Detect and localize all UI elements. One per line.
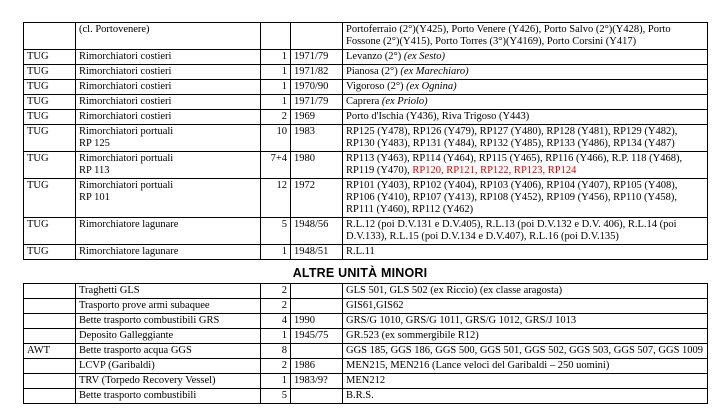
years-cell xyxy=(291,284,343,299)
quantity-cell: 12 xyxy=(261,179,291,218)
years-cell: 1948/51 xyxy=(291,245,343,260)
quantity-cell: 8 xyxy=(261,344,291,359)
table-row xyxy=(24,344,708,359)
quantity-cell: 7+4 xyxy=(261,152,291,179)
class-line: RP 101 xyxy=(79,192,110,203)
class-line: (cl. Portovenere) xyxy=(79,24,150,35)
units-cell: GLS 501, GLS 502 (ex Riccio) (ex classe aragosta) xyxy=(343,284,708,299)
table-row xyxy=(24,374,708,389)
type-cell xyxy=(24,374,76,389)
class-cell: Bette trasporto combustibili xyxy=(76,389,261,404)
class-line: RP 113 xyxy=(79,165,110,176)
units-cell xyxy=(343,245,708,260)
class-line: Rimorchiatori costieri xyxy=(79,111,172,122)
years-cell xyxy=(291,389,343,404)
quantity-cell: 4 xyxy=(261,314,291,329)
units-cell xyxy=(343,95,708,110)
quantity-cell: 1 xyxy=(261,329,291,344)
class-line: Rimorchiatori costieri xyxy=(79,66,172,77)
class-line: Rimorchiatore lagunare xyxy=(79,219,179,230)
units-text: Levanzo (2°) xyxy=(346,51,402,62)
class-cell xyxy=(76,50,261,65)
quantity-cell: 1 xyxy=(261,50,291,65)
table-row xyxy=(24,125,708,152)
units-note: (ex Marechiaro) xyxy=(400,66,469,77)
type-cell: TUG xyxy=(24,245,76,260)
units-text: RP125 (Y478), RP126 (Y479), RP127 (Y480), RP128 (Y481), RP129 (Y482), RP130 (Y483), RP131 (Y484), RP132 (Y485), RP133 (Y486), RP134 (Y487) xyxy=(346,126,678,149)
table-row xyxy=(24,359,708,374)
units-cell xyxy=(343,65,708,80)
class-cell xyxy=(76,110,261,125)
units-cell xyxy=(343,80,708,95)
class-line: Rimorchiatore lagunare xyxy=(79,246,179,257)
table-row xyxy=(24,179,708,218)
table-row xyxy=(24,314,708,329)
units-note: (ex Priolo) xyxy=(381,96,428,107)
class-cell xyxy=(76,95,261,110)
table-row xyxy=(24,80,708,95)
quantity-cell: 1 xyxy=(261,95,291,110)
years-cell: 1983/9? xyxy=(291,374,343,389)
units-highlight: RP120, RP121, RP122, RP123, RP124 xyxy=(412,165,577,176)
type-cell: TUG xyxy=(24,95,76,110)
units-cell xyxy=(343,110,708,125)
class-cell xyxy=(76,179,261,218)
type-cell: TUG xyxy=(24,125,76,152)
table-row xyxy=(24,23,708,50)
type-cell: TUG xyxy=(24,152,76,179)
class-cell xyxy=(76,245,261,260)
class-cell: Traghetti GLS xyxy=(76,284,261,299)
class-line: Rimorchiatori costieri xyxy=(79,96,172,107)
years-cell: 1980 xyxy=(291,152,343,179)
quantity-cell: 2 xyxy=(261,110,291,125)
quantity-cell: 5 xyxy=(261,218,291,245)
years-cell: 1970/90 xyxy=(291,80,343,95)
units-cell xyxy=(343,152,708,179)
quantity-cell: 5 xyxy=(261,389,291,404)
table-row xyxy=(24,284,708,299)
class-cell: Deposito Galleggiante xyxy=(76,329,261,344)
units-cell xyxy=(343,218,708,245)
type-cell xyxy=(24,314,76,329)
class-cell: Bette trasporto combustibili GRS xyxy=(76,314,261,329)
units-cell xyxy=(343,125,708,152)
class-cell xyxy=(76,152,261,179)
units-cell xyxy=(343,50,708,65)
units-text: R.L.12 (poi D.V.131 e D.V.405), R.L.13 (poi D.V.132 e D.V. 406), R.L.14 (poi D.V.133), R.L.15 (poi D.V.134 e D.V.407), R.L.16 (poi D.V.135) xyxy=(346,219,677,242)
type-cell: TUG xyxy=(24,110,76,125)
table-row xyxy=(24,329,708,344)
units-cell: GIS61,GIS62 xyxy=(343,299,708,314)
years-cell: 1986 xyxy=(291,359,343,374)
units-cell: GGS 185, GGS 186, GGS 500, GGS 501, GGS 502, GGS 503, GGS 507, GGS 1009 xyxy=(343,344,708,359)
years-cell: 1971/79 xyxy=(291,95,343,110)
type-cell xyxy=(24,23,76,50)
table-row xyxy=(24,95,708,110)
years-cell xyxy=(291,344,343,359)
units-text: Vigoroso (2°) xyxy=(346,81,404,92)
tug-table xyxy=(23,22,708,260)
class-line: Rimorchiatori costieri xyxy=(79,51,172,62)
class-cell xyxy=(76,218,261,245)
type-cell xyxy=(24,329,76,344)
years-cell: 1983 xyxy=(291,125,343,152)
quantity-cell: 2 xyxy=(261,359,291,374)
years-cell: 1990 xyxy=(291,314,343,329)
quantity-cell: 2 xyxy=(261,284,291,299)
class-line: Rimorchiatori costieri xyxy=(79,81,172,92)
years-cell xyxy=(291,23,343,50)
units-text: Portoferraio (2°)(Y425), Porto Venere (Y426), Porto Salvo (2°)(Y428), Porto Fossone (2°)(Y415), Porto Torres (3°)(Y4169), Porto Corsini (Y417) xyxy=(346,24,671,47)
type-cell xyxy=(24,359,76,374)
units-text: RP113 (Y463), RP114 (Y464), RP115 (Y465), RP116 (Y466), R.P. 118 (Y468), RP119 (Y470), xyxy=(346,153,683,176)
type-cell: TUG xyxy=(24,218,76,245)
units-note: (ex Sesto) xyxy=(403,51,445,62)
class-cell xyxy=(76,65,261,80)
class-cell: Trasporto prove armi subaquee xyxy=(76,299,261,314)
units-cell: GR.523 (ex sommergibile R12) xyxy=(343,329,708,344)
years-cell: 1969 xyxy=(291,110,343,125)
type-cell: TUG xyxy=(24,80,76,95)
units-text: Pianosa (2°) xyxy=(346,66,398,77)
units-cell: B.R.S. xyxy=(343,389,708,404)
type-cell: TUG xyxy=(24,65,76,80)
class-cell xyxy=(76,80,261,95)
section-title: ALTRE UNITÀ MINORI xyxy=(292,266,428,280)
table-row xyxy=(24,245,708,260)
class-cell: LCVP (Garibaldi) xyxy=(76,359,261,374)
units-note: (ex Ognina) xyxy=(406,81,457,92)
years-cell: 1945/75 xyxy=(291,329,343,344)
quantity-cell: 2 xyxy=(261,299,291,314)
units-text: RP101 (Y403), RP102 (Y404), RP103 (Y406), RP104 (Y407), RP105 (Y408), RP106 (Y410), RP107 (Y413), RP108 (Y452), RP109 (Y456), RP110 (Y458), RP111 (Y460), RP112 (Y462) xyxy=(346,180,678,215)
table-row xyxy=(24,50,708,65)
table-row xyxy=(24,110,708,125)
units-cell xyxy=(343,23,708,50)
type-cell xyxy=(24,389,76,404)
units-cell: GRS/G 1010, GRS/G 1011, GRS/G 1012, GRS/J 1013 xyxy=(343,314,708,329)
years-cell xyxy=(291,299,343,314)
quantity-cell: 1 xyxy=(261,80,291,95)
table-row xyxy=(24,299,708,314)
class-cell: TRV (Torpedo Recovery Vessel) xyxy=(76,374,261,389)
table-row xyxy=(24,389,708,404)
class-line: Rimorchiatori portuali xyxy=(79,153,174,164)
class-line: Rimorchiatori portuali xyxy=(79,180,174,191)
units-text: R.L.11 xyxy=(346,246,375,257)
quantity-cell: 1 xyxy=(261,374,291,389)
type-cell: AWT xyxy=(24,344,76,359)
years-cell: 1971/79 xyxy=(291,50,343,65)
class-line: Rimorchiatori portuali xyxy=(79,126,174,137)
units-text: Porto d'Ischia (Y436), Riva Trigoso (Y443) xyxy=(346,111,530,122)
years-cell: 1971/82 xyxy=(291,65,343,80)
class-cell xyxy=(76,23,261,50)
type-cell xyxy=(24,299,76,314)
quantity-cell: 1 xyxy=(261,245,291,260)
table-row xyxy=(24,218,708,245)
minor-units-table xyxy=(23,283,708,404)
class-cell: Bette trasporto acqua GGS xyxy=(76,344,261,359)
table-row xyxy=(24,65,708,80)
years-cell: 1972 xyxy=(291,179,343,218)
table-row xyxy=(24,152,708,179)
quantity-cell: 10 xyxy=(261,125,291,152)
units-text: Caprera xyxy=(346,96,380,107)
type-cell: TUG xyxy=(24,179,76,218)
type-cell xyxy=(24,284,76,299)
units-cell: MEN212 xyxy=(343,374,708,389)
type-cell: TUG xyxy=(24,50,76,65)
units-cell: MEN215, MEN216 (Lance veloci del Garibaldi – 250 uomini) xyxy=(343,359,708,374)
class-line: RP 125 xyxy=(79,138,110,149)
units-cell xyxy=(343,179,708,218)
class-cell xyxy=(76,125,261,152)
quantity-cell: 1 xyxy=(261,65,291,80)
years-cell: 1948/56 xyxy=(291,218,343,245)
quantity-cell xyxy=(261,23,291,50)
